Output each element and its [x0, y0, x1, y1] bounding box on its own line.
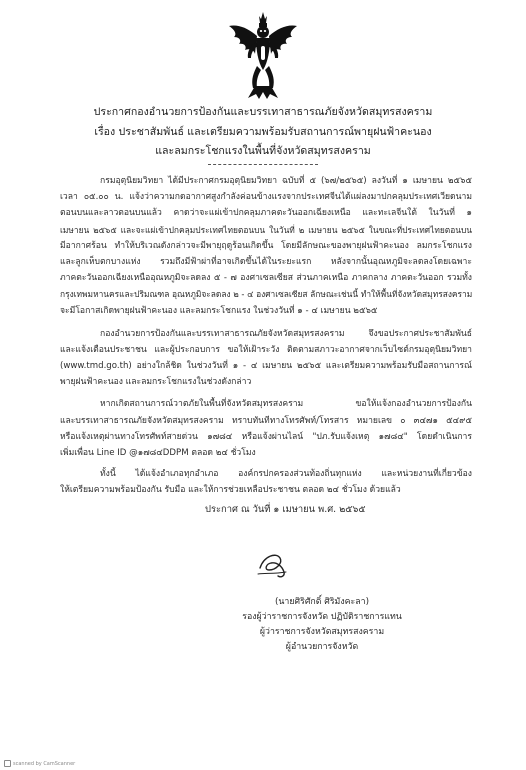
paragraph-emergency-contact	[60, 396, 472, 461]
paragraph-line: เมษายน ๒๕๖๕ และจะแผ่เข้าปกคลุมประเทศไทยตอนบน ในวันที่ ๒ เมษายน ๒๕๖๕ ในขณะที่ประเทศไทยตอนบน	[60, 224, 472, 235]
paragraph-line: มีอากาศร้อน ทำให้บริเวณดังกล่าวจะมีพายุฤดูร้อนเกิดขึ้น โดยมีลักษณะของพายุฝนฟ้าคะนอง ลมกระโชกแรง	[60, 240, 472, 251]
paragraph-line: พายุฝนฟ้าคะนอง และลมกระโชกแรงในช่วงดังกล่าว	[60, 377, 252, 388]
handwritten-signature-icon	[254, 548, 290, 582]
paragraph-line: จะมีโอกาสเกิดพายุฝนฟ้าคะนอง และลมกระโชกแรง ในช่วงวันที่ ๑ - ๔ เมษายน ๒๕๖๕	[60, 305, 378, 316]
camscanner-icon	[4, 760, 11, 767]
signatory-position: ผู้อำนวยการจังหวัด	[285, 642, 359, 652]
paragraph-line: ภาคตะวันออกเฉียงเหนืออุณหภูมิจะลดลง ๕ - ๗ องศาเซลเซียส ส่วนภาคเหนือ ภาคกลาง ภาคตะวันออก รวมทั้ง	[60, 273, 472, 284]
paragraph-agencies-notice	[60, 466, 472, 498]
signatory-position: รองผู้ว่าราชการจังหวัด ปฏิบัติราชการแทน	[242, 612, 402, 622]
signatory-position: ผู้ว่าราชการจังหวัดสมุทรสงคราม	[259, 627, 385, 637]
paragraph-public-warning	[60, 326, 472, 391]
paragraph-line: กองอำนวยการป้องกันและบรรเทาสาธารณภัยจังหวัดสมุทรสงคราม จึงขอประกาศประชาสัมพันธ์	[100, 328, 472, 339]
paragraph-line: ตอนบนและลาวตอนบนแล้ว คาดว่าจะแผ่เข้าปกคลุมภาคตะวันออกเฉียงเหนือ และทะเลจีนใต้ ในวันที่ ๑	[60, 208, 472, 219]
scanner-watermark-text: scanned by CamScanner	[13, 761, 76, 767]
paragraph-line: ทั้งนี้ ได้แจ้งอำเภอทุกอำเภอ องค์กรปกครองส่วนท้องถิ่นทุกแห่ง และหน่วยงานที่เกี่ยวข้อง	[100, 469, 472, 480]
announcement-body	[60, 173, 472, 503]
paragraph-line: กรมอุตุนิยมวิทยา ได้มีประกาศกรมอุตุนิยมวิทยา ฉบับที่ ๕ (๖๗/๒๕๖๕) ลงวันที่ ๑ เมษายน ๒๕๖๕	[100, 176, 472, 186]
paragraph-line: และบรรเทาสาธารณภัยจังหวัดสมุทรสงคราม ทราบทันทีทางโทรศัพท์/โทรสาร หมายเลข ๐ ๓๔๗๑ ๕๔๙๕	[60, 415, 472, 426]
signatory-name: (นายศิริศักดิ์ ศิริมังคะลา)	[274, 597, 370, 607]
scanner-watermark	[4, 760, 75, 767]
subject-line-continued: และลมกระโชกแรงในพื้นที่จังหวัดสมุทรสงคราม	[155, 145, 371, 157]
signature-block	[222, 595, 422, 655]
title-line: ประกาศกองอำนวยการป้องกันและบรรเทาสาธารณภัยจังหวัดสมุทรสงคราม	[93, 106, 433, 118]
paragraph-line: หากเกิดสถานการณ์วาตภัยในพื้นที่จังหวัดสมุทรสงคราม ขอให้แจ้งกองอำนวยการป้องกัน	[100, 399, 472, 410]
announcement-title	[40, 103, 486, 162]
paragraph-line: เวลา ๐๕.๐๐ น. แจ้งว่าความกดอากาศสูงกำลังค่อนข้างแรงจากประเทศจีนได้แผ่ลงมาปกคลุมประเทศเวียดนาม	[60, 192, 472, 203]
paragraph-line: เพิ่มเพื่อน Line ID @๑๗๘๔DDPM ตลอด ๒๔ ชั่วโมง	[60, 448, 256, 458]
announcement-date: ประกาศ ณ วันที่ ๑ เมษายน พ.ศ. ๒๕๖๕	[205, 504, 366, 515]
subject-line: เรื่อง ประชาสัมพันธ์ และเตรียมความพร้อมรับสถานการณ์พายุฝนฟ้าคะนอง	[94, 125, 432, 138]
paragraph-weather-forecast	[60, 173, 472, 319]
garuda-emblem-icon	[226, 10, 300, 100]
paragraph-line: และลูกเห็บตกบางแห่ง รวมถึงมีฟ้าผ่าที่อาจเกิดขึ้นได้ในระยะแรก หลังจากนั้นอุณหภูมิจะลดลงโดยเฉพาะ	[60, 256, 472, 267]
paragraph-line: และแจ้งเตือนประชาชน และผู้ประกอบการ ขอให้เฝ้าระวัง ติดตามสภาวะอากาศจากเว็บไซต์กรมอุตุนิยมวิทยา	[60, 344, 472, 355]
paragraph-line: (www.tmd.go.th) อย่างใกล้ชิด ในช่วงวันที่ ๑ - ๔ เมษายน ๒๕๖๕ และเตรียมความพร้อมรับมือสถานการณ์	[60, 361, 472, 372]
paragraph-line: กรุงเทพมหานครและปริมณฑล อุณหภูมิจะลดลง ๒ - ๔ องศาเซลเซียส ลักษณะเช่นนี้ ทำให้พื้นที่จังหวัดสมุทรสงคราม	[60, 289, 472, 300]
title-divider	[208, 164, 318, 165]
paragraph-line: ให้เตรียมความพร้อมป้องกัน รับมือ และให้การช่วยเหลือประชาชน ตลอด ๒๔ ชั่วโมง ด้วยแล้ว	[60, 485, 401, 496]
paragraph-line: หรือแจ้งเหตุผ่านทางโทรศัพท์สายด่วน ๑๗๘๔ หรือแจ้งผ่านไลน์ "ปภ.รับแจ้งเหตุ ๑๗๘๔" โดยดำเนินการ	[60, 431, 472, 442]
